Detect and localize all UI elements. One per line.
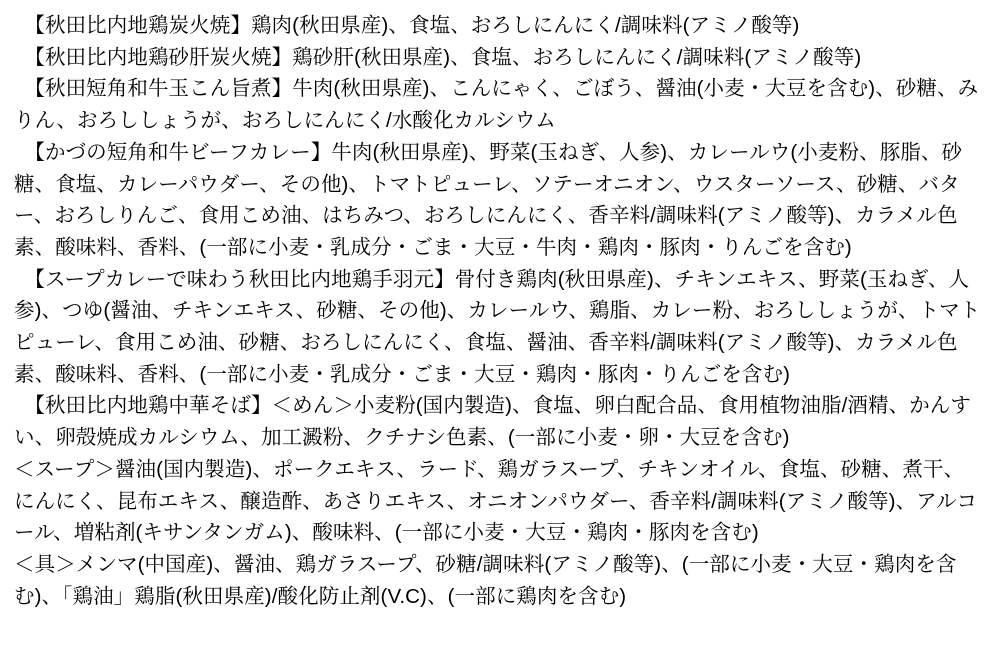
ingredient-paragraph-chuka-soba-toppings: ＜具＞メンマ(中国産)、醤油、鶏ガラスープ、砂糖/調味料(アミノ酸等)、(一部に小麦・大豆・鶏肉を含む)、「鶏油」鶏脂(秋田県産)/酸化防止剤(V.C)、(一部に鶏肉を含む): [14, 552, 957, 608]
ingredient-paragraph-kazuno-beef-curry: 【かづの短角和牛ビーフカレー】牛肉(秋田県産)、野菜(玉ねぎ、人参)、カレールウ(小麦粉、豚脂、砂糖、食塩、カレーパウダー、その他)、トマトピューレ、ソテーオニオン、ウスターソース、砂糖、バター、おろしりんご、食用こめ油、はちみつ、おろしにんにく、香辛料/調味料(アミノ酸等)、カラメル色素、酸味料、香料、(一部に小麦・乳成分・ごま・大豆・牛肉・鶏肉・豚肉・りんごを含む): [14, 140, 963, 259]
ingredient-paragraph-chuka-soba-noodles: 【秋田比内地鶏中華そば】＜めん＞小麦粉(国内製造)、食塩、卵白配合品、食用植物油脂/酒精、かんすい、卵殻焼成カルシウム、加工澱粉、クチナシ色素、(一部に小麦・卵・大豆を含む): [14, 394, 971, 450]
ingredient-paragraph-tankaku-wagyu-konnyaku: 【秋田短角和牛玉こん旨煮】牛肉(秋田県産)、こんにゃく、ごぼう、醤油(小麦・大豆を含む)、砂糖、みりん、おろししょうが、おろしにんにく/水酸化カルシウム: [14, 77, 979, 133]
ingredient-paragraph-akita-hinai-jidori-charcoal: 【秋田比内地鶏炭火焼】鶏肉(秋田県産)、食塩、おろしにんにく/調味料(アミノ酸等): [14, 14, 800, 37]
ingredient-paragraph-akita-hinai-jidori-gizzard: 【秋田比内地鶏砂肝炭火焼】鶏砂肝(秋田県産)、食塩、おろしにんにく/調味料(アミノ酸等): [14, 45, 862, 69]
ingredient-paragraph-chuka-soba-soup: ＜スープ＞醤油(国内製造)、ポークエキス、ラード、鶏ガラスープ、チキンオイル、食塩、砂糖、煮干、にんにく、昆布エキス、醸造酢、あさりエキス、オニオンパウダー、香辛料/調味料(アミノ酸等)、アルコール、増粘剤(キサンタンガム)、酸味料、(一部に小麦・大豆・鶏肉・豚肉を含む): [14, 457, 978, 545]
ingredient-paragraph-soup-curry-chicken-wing: 【スープカレーで味わう秋田比内地鶏手羽元】骨付き鶏肉(秋田県産)、チキンエキス、野菜(玉ねぎ、人参)、つゆ(醤油、チキンエキス、砂糖、その他)、カレールウ、鶏脂、カレー粉、おろししょうが、トマトピューレ、食用こめ油、砂糖、おろしにんにく、食塩、醤油、香辛料/調味料(アミノ酸等)、カラメル色素、酸味料、香料、(一部に小麦・乳成分・ごま・大豆・鶏肉・豚肉・りんごを含む): [14, 267, 981, 386]
